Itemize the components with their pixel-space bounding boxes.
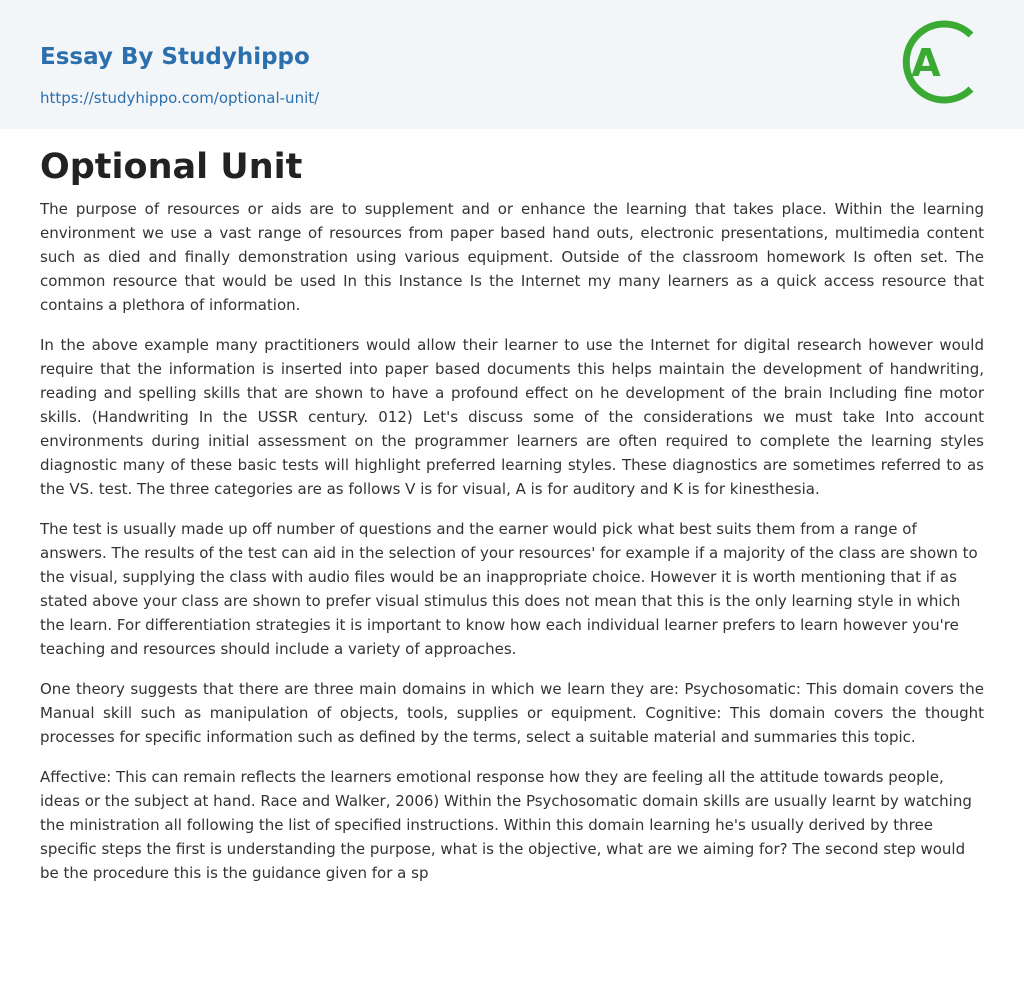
paragraph: In the above example many practitioners would allow their learner to use the Internet for digital research however would require that the information is inserted into paper based documents this helps maintain the development of handwriting, reading and spelling skills that are shown to have a profound effect on he development of the brain Including fine motor skills. (Handwriting In the USSR century. 012) Let's discuss some of the considerations we must take Into account environments during initial assessment on the programmer learners are often required to complete the learning styles diagnostic many of these basic tests will highlight preferred learning styles. These diagnostics are sometimes referred to as the VS. test. The three categories are as follows V is for visual, A is for auditory and K is for kinesthesia. xyxy=(40,336,984,498)
paragraph: One theory suggests that there are three main domains in which we learn they are: Psychosomatic: This domain covers the Manual skill such as manipulation of objects, tools, supplies or equipment. Cognitive: This domain covers the thought processes for specific information such as defined by the terms, select a suitable material and summaries this topic. xyxy=(40,680,984,746)
brand-title[interactable]: Essay By Studyhippo xyxy=(40,44,310,70)
paragraph: The purpose of resources or aids are to supplement and or enhance the learning that takes place. Within the learning environment we use a vast range of resources from paper based hand outs, electronic presentations, multimedia content such as died and finally demonstration using various equipment. Outside of the classroom homework Is often set. The common resource that would be used In this Instance Is the Internet my many learners as a quick access resource that contains a plethora of information. xyxy=(40,200,984,314)
article-url-link[interactable]: https://studyhippo.com/optional-unit/ xyxy=(40,89,320,107)
paragraph: The test is usually made up off number of questions and the earner would pick what best suits them from a range of answers. The results of the test can aid in the selection of your resources' for example if a majority of the class are shown to the visual, supplying the class with audio files would be an inappropriate choice. However it is worth mentioning that if as stated above your class are shown to prefer visual stimulus this does not mean that this is the only learning style in which the learn. For differentiation strategies it is important to know how each individual learner prefers to learn however you're teaching and resources should include a variety of approaches. xyxy=(40,520,978,658)
logo-letter: A xyxy=(911,41,941,85)
article-body xyxy=(0,129,1024,885)
site-header xyxy=(0,0,1024,129)
studyhippo-logo-icon[interactable] xyxy=(900,20,984,104)
paragraph: Affective: This can remain reflects the learners emotional response how they are feeling all the attitude towards people, ideas or the subject at hand. Race and Walker, 2006) Within the Psychosomatic domain skills are usually learnt by watching the ministration all following the list of specified instructions. Within this domain learning he's usually derived by three specific steps the first is understanding the purpose, what is the objective, what are we aiming for? The second step would be the procedure this is the guidance given for a sp xyxy=(40,768,972,882)
article-title: Optional Unit xyxy=(40,147,303,187)
